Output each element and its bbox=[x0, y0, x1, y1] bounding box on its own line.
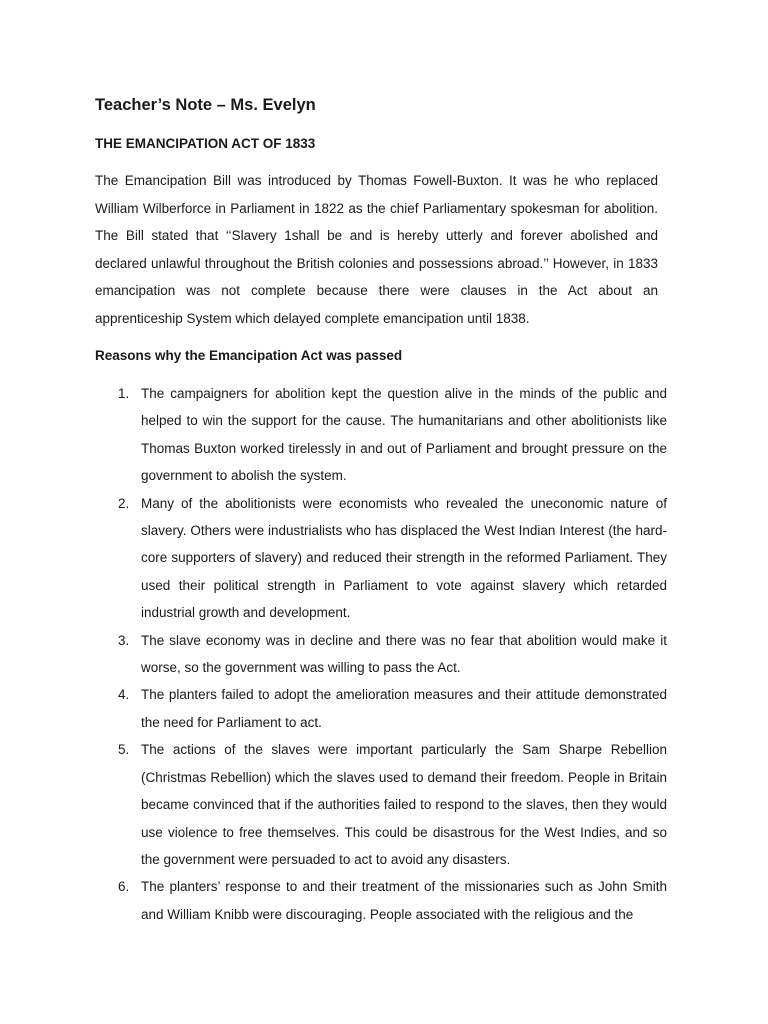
reason-number: 5. bbox=[118, 742, 130, 758]
note-title: Teacher’s Note – Ms. Evelyn bbox=[95, 96, 316, 114]
reason-text: Many of the abolitionists were economists who revealed the uneconomic nature of slavery. Others were industrialists who has displaced the West Indian Interest (the hard-core supporters of slavery) and reduced their strength in the reformed Parliament. They used their political strength in Parliament to vote against slavery which retarded industrial growth and development. bbox=[141, 495, 667, 621]
reason-item bbox=[118, 490, 667, 627]
reason-number: 6. bbox=[118, 879, 130, 895]
reason-number: 4. bbox=[118, 687, 130, 703]
reason-text: The campaigners for abolition kept the question alive in the minds of the public and helped to win the support for the cause. The humanitarians and other abolitionists like Thomas Buxton worked tirelessly in and out of Parliament and brought pressure on the government to abolish the system. bbox=[141, 386, 667, 484]
reason-item bbox=[118, 627, 667, 682]
reason-item bbox=[118, 873, 667, 928]
reasons-heading: Reasons why the Emancipation Act was passed bbox=[95, 348, 403, 363]
reason-item bbox=[118, 681, 667, 736]
reason-text: The slave economy was in decline and there was no fear that abolition would make it worse, so the government was willing to pass the Act. bbox=[141, 632, 667, 676]
intro-paragraph: The Emancipation Bill was introduced by Thomas Fowell-Buxton. It was he who replaced William Wilberforce in Parliament in 1822 as the chief Parliamentary spokesman for abolition. The Bill stated that ‘‘Slavery 1shall be and is hereby utterly and forever abolished and declared unlawful throughout the British colonies and possessions abroad.’’ However, in 1833 emancipation was not complete because there were clauses in the Act about an apprenticeship System which delayed complete emancipation until 1838. bbox=[95, 173, 658, 326]
reasons-list bbox=[118, 380, 667, 928]
reason-item bbox=[118, 736, 667, 873]
act-heading: THE EMANCIPATION ACT OF 1833 bbox=[95, 136, 316, 151]
reason-number: 2. bbox=[118, 495, 130, 511]
reason-text: The actions of the slaves were important particularly the Sam Sharpe Rebellion (Christmas Rebellion) which the slaves used to demand their freedom. People in Britain became convinced that if the authorities failed to respond to the slaves, then they would use violence to free themselves. This could be disastrous for the West Indies, and so the government were persuaded to act to avoid any disasters. bbox=[141, 742, 667, 867]
reason-number: 1. bbox=[118, 386, 130, 401]
reason-item bbox=[118, 380, 667, 490]
reason-text: The planters failed to adopt the amelioration measures and their attitude demonstrated the need for Parliament to act. bbox=[141, 687, 667, 730]
reason-number: 3. bbox=[118, 632, 130, 648]
reason-text: The planters’ response to and their treatment of the missionaries such as John Smith and William Knibb were discouraging. People associated with the religious and the bbox=[141, 879, 667, 922]
